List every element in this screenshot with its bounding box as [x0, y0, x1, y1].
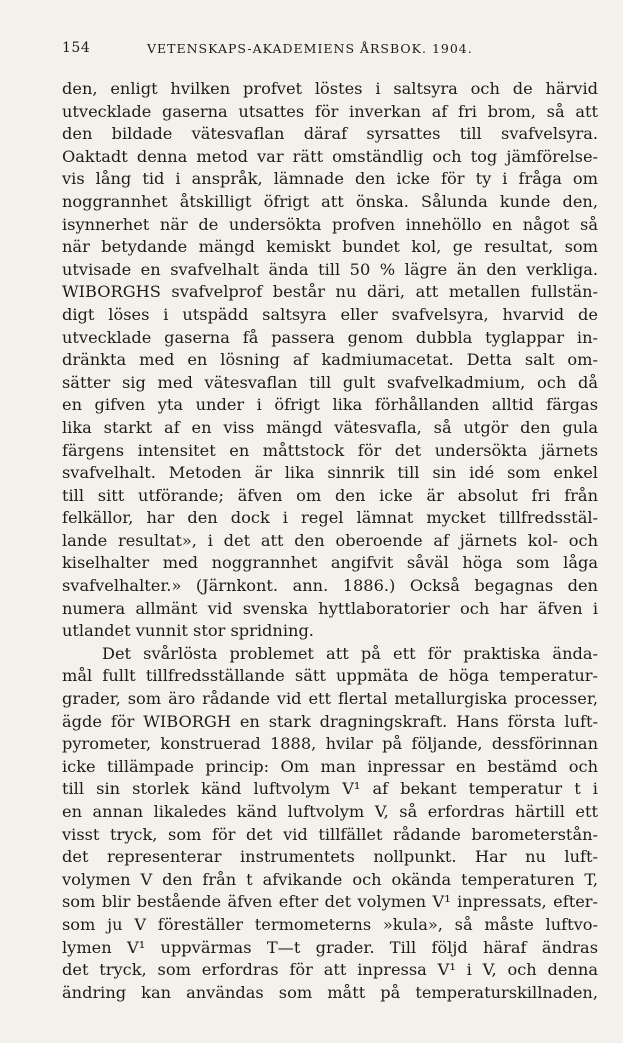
text-line: som blir bestående äfven efter det volymen V¹ inpressats, efter-	[62, 892, 598, 912]
text-line: volymen V den från t afvikande och okända temperaturen T,	[62, 869, 598, 889]
text-line: kiselhalter med noggrannhet angifvit såväl höga som låga	[62, 553, 598, 573]
text-line: det representerar instrumentets nollpunkt. Har nu luft-	[62, 847, 598, 867]
text-line: sätter sig med vätesvaflan till gult svafvelkadmium, och då	[62, 372, 598, 392]
text-line: ändring kan användas som mått på temperaturskillnaden,	[62, 982, 598, 1002]
text-line: numera allmänt vid svenska hyttlaboratorier och har äfven i	[62, 598, 598, 618]
text-line: WIBORGHS svafvelprof består nu däri, att metallen fullstän-	[62, 282, 598, 302]
text-line: lika starkt af en viss mängd vätesvafla, så utgör den gula	[62, 417, 598, 437]
text-line: ägde för WIBORGH en stark dragningskraft. Hans första luft-	[62, 711, 598, 731]
body-text	[62, 78, 598, 1004]
text-line: utvisade en svafvelhalt ända till 50 % lägre än den verkliga.	[62, 259, 598, 279]
text-line: en annan likaledes känd luftvolym V, så erfordras härtill ett	[62, 802, 598, 821]
text-line: till sitt utförande; äfven om den icke är absolut fri från	[62, 485, 598, 505]
text-line: icke tillämpade princip: Om man inpressar en bestämd och	[62, 756, 598, 776]
page-number: 154	[62, 40, 91, 56]
paragraph-start-line: Det svårlösta problemet att på ett för praktiska ända-	[102, 643, 598, 663]
text-line: mål fullt tillfredsställande sätt uppmäta de höga temperatur-	[62, 666, 598, 686]
text-line: digt löses i utspädd saltsyra eller svafvelsyra, hvarvid de	[62, 304, 598, 324]
paragraph-end-line: utlandet vunnit stor spridning.	[62, 621, 314, 641]
text-line: svafvelhalter.» (Järnkont. ann. 1886.) Också begagnas den	[62, 576, 598, 596]
text-line: noggrannhet åtskilligt öfrigt att önska. Sålunda kunde den,	[62, 191, 598, 211]
text-line: pyrometer, konstruerad 1888, hvilar på följande, dessförinnan	[62, 734, 598, 754]
text-line: den bildade vätesvaflan däraf syrsattes till svafvelsyra.	[62, 124, 598, 144]
text-line: till sin storlek känd luftvolym V¹ af bekant temperatur t i	[62, 779, 598, 799]
text-line: när betydande mängd kemiskt bundet kol, ge resultat, som	[62, 237, 598, 257]
text-line: grader, som äro rådande vid ett flertal metallurgiska processer,	[62, 689, 598, 709]
text-line: vis lång tid i anspråk, lämnade den icke för ty i fråga om	[62, 169, 598, 189]
text-line: en gifven yta under i öfrigt lika förhållanden alltid färgas	[62, 395, 598, 415]
text-line: visst tryck, som för det vid tillfället rådande barometerstån-	[62, 824, 598, 844]
text-line: den, enligt hvilken profvet löstes i saltsyra och de härvid	[62, 79, 598, 98]
text-line: lymen V¹ uppvärmas T—t grader. Till följd häraf ändras	[62, 937, 598, 957]
text-line: utvecklade gaserna utsattes för inverkan af fri brom, så att	[62, 101, 598, 121]
text-line: färgens intensitet en måttstock för det undersökta järnets	[62, 440, 598, 460]
text-line: som ju V föreställer termometerns »kula», så måste luftvo-	[62, 914, 598, 934]
text-line: lande resultat», i det att den oberoende af järnets kol- och	[62, 530, 598, 550]
text-line: Oaktadt denna metod var rätt omständlig och tog jämförelse-	[62, 146, 598, 166]
text-line: isynnerhet när de undersökta profven innehöllo en något så	[62, 214, 598, 234]
page-header	[62, 40, 598, 64]
text-line: utvecklade gaserna få passera genom dubbla tyglappar in-	[62, 327, 598, 347]
running-title: VETENSKAPS-AKADEMIENS ÅRSBOK. 1904.	[147, 41, 473, 56]
text-line: det tryck, som erfordras för att inpressa V¹ i V, och denna	[62, 960, 598, 980]
text-line: felkällor, har den dock i regel lämnat mycket tillfredsstäl-	[62, 508, 598, 528]
text-line: svafvelhalt. Metoden är lika sinnrik till sin idé som enkel	[62, 463, 598, 483]
text-line: dränkta med en lösning af kadmiumacetat. Detta salt om-	[62, 350, 598, 370]
